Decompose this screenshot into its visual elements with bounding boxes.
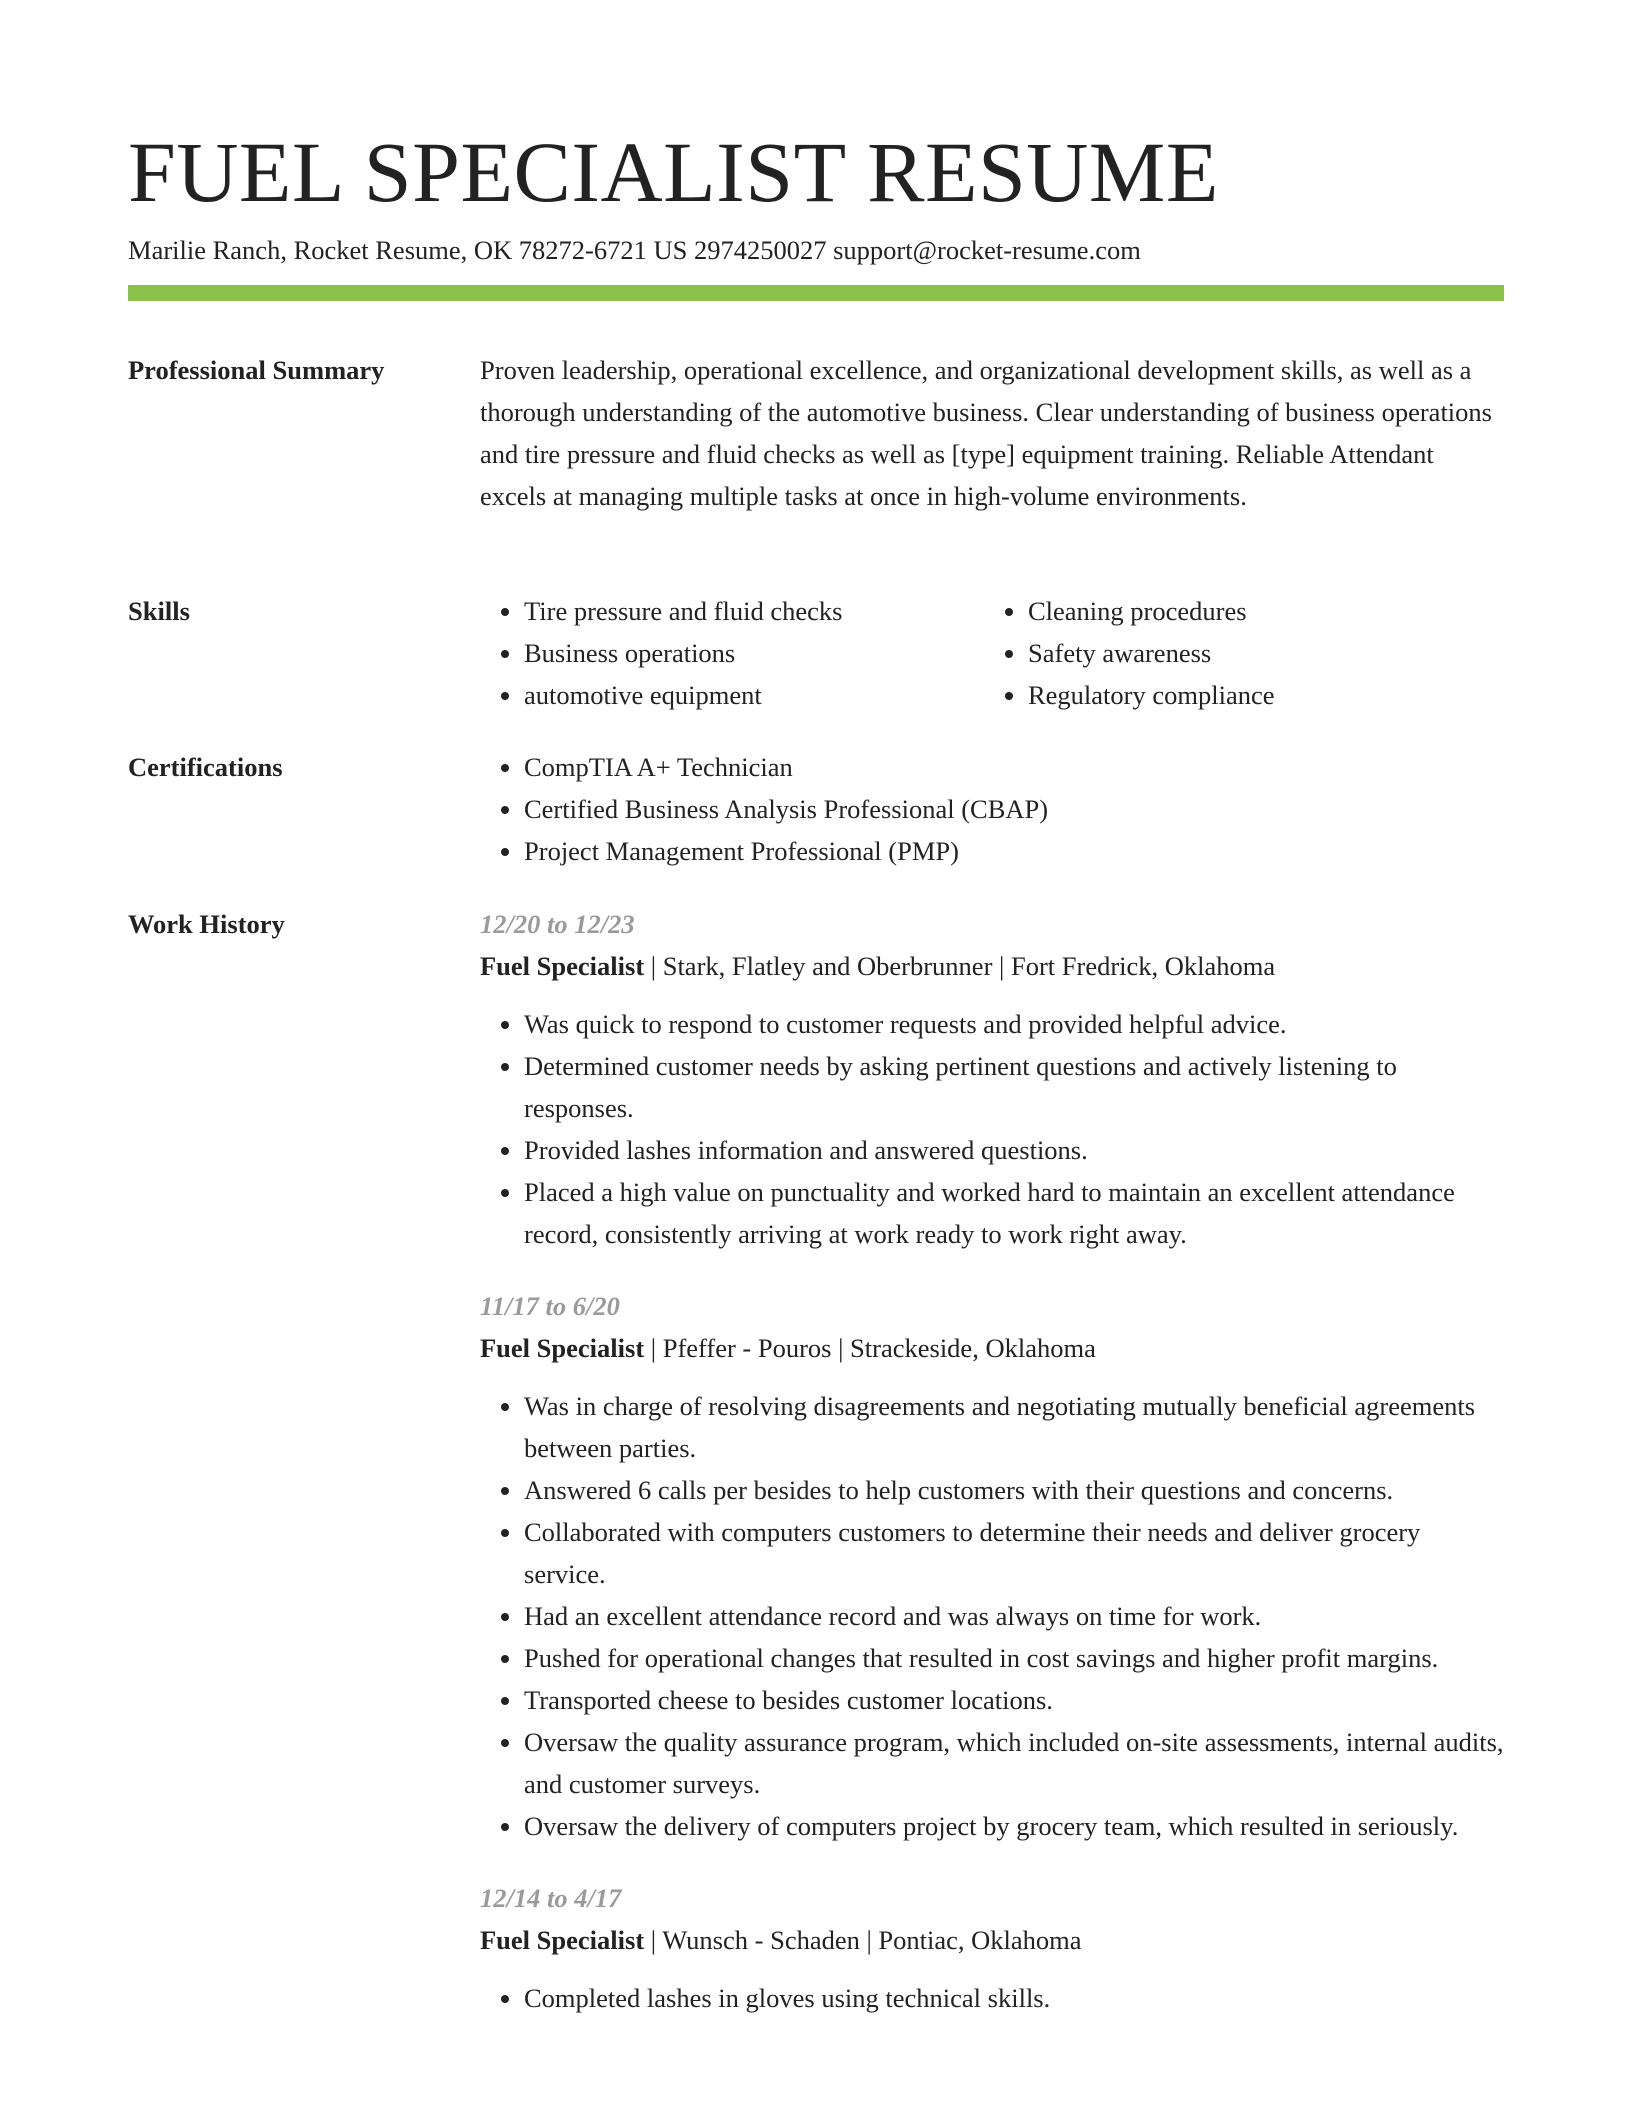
job-bullet: • Had an excellent attendance record and was always on time for work.	[524, 1595, 1504, 1637]
job-bullets	[480, 1385, 1504, 1847]
skills-column-right	[984, 590, 1488, 716]
job-entry	[480, 1877, 1504, 2019]
certification-item: • Certified Business Analysis Professional (CBAP)	[524, 788, 1504, 830]
job-dates: 11/17 to 6/20	[480, 1291, 620, 1321]
job-heading	[480, 945, 1504, 987]
skills-column-left	[480, 590, 984, 716]
job-details: | Wunsch - Schaden | Pontiac, Oklahoma	[644, 1925, 1082, 1955]
job-details: | Pfeffer - Pouros | Strackeside, Oklahoma	[644, 1333, 1096, 1363]
job-bullet: • Pushed for operational changes that resulted in cost savings and higher profit margins.	[524, 1637, 1504, 1679]
certifications-list	[480, 746, 1504, 872]
summary-text: Proven leadership, operational excellence, and organizational development skills, as well as a thorough understanding of the automotive business. Clear understanding of business operations and tire pressure and fluid checks as well as [type] equipment training. Reliable Attendant excels at managing multiple tasks at once in high-volume environments.	[480, 355, 1492, 511]
certification-item: • Project Management Professional (PMP)	[524, 830, 1504, 872]
resume-title: FUEL SPECIALIST RESUME	[128, 124, 1219, 220]
skills-body	[480, 590, 1504, 716]
job-bullets	[480, 1003, 1504, 1255]
skill-item: • Regulatory compliance	[1028, 674, 1488, 716]
job-bullet: • Collaborated with computers customers to determine their needs and deliver grocery service.	[524, 1511, 1504, 1595]
skill-item: • Safety awareness	[1028, 632, 1488, 674]
certifications-body	[480, 746, 1504, 872]
skills-list-left	[480, 590, 984, 716]
job-title: Fuel Specialist	[480, 1333, 645, 1363]
job-bullet: • Determined customer needs by asking pertinent questions and actively listening to responses.	[524, 1045, 1504, 1129]
job-bullet: • Was quick to respond to customer requests and provided helpful advice.	[524, 1003, 1504, 1045]
work-history-label: Work History	[128, 909, 285, 939]
job-dates: 12/14 to 4/17	[480, 1883, 622, 1913]
job-bullet: • Was in charge of resolving disagreements and negotiating mutually beneficial agreements between parties.	[524, 1385, 1504, 1469]
job-bullet: • Answered 6 calls per besides to help customers with their questions and concerns.	[524, 1469, 1504, 1511]
job-heading	[480, 1919, 1504, 1961]
contact-line: Marilie Ranch, Rocket Resume, OK 78272-6721 US 2974250027 support@rocket-resume.com	[128, 235, 1141, 265]
skill-item: • automotive equipment	[524, 674, 984, 716]
job-bullets	[480, 1977, 1504, 2019]
skill-item: • Business operations	[524, 632, 984, 674]
job-dates: 12/20 to 12/23	[480, 909, 635, 939]
job-title: Fuel Specialist	[480, 1925, 645, 1955]
job-bullet: • Provided lashes information and answered questions.	[524, 1129, 1504, 1171]
summary-label: Professional Summary	[128, 355, 385, 385]
job-bullet: • Transported cheese to besides customer locations.	[524, 1679, 1504, 1721]
job-bullet: • Placed a high value on punctuality and worked hard to maintain an excellent attendance record, consistently arriving at work ready to work right away.	[524, 1171, 1504, 1255]
job-bullet: • Oversaw the quality assurance program, which included on-site assessments, internal audits, and customer surveys.	[524, 1721, 1504, 1805]
job-details: | Stark, Flatley and Oberbrunner | Fort Fredrick, Oklahoma	[644, 951, 1276, 981]
skill-item: • Tire pressure and fluid checks	[524, 590, 984, 632]
job-bullet: • Oversaw the delivery of computers project by grocery team, which resulted in seriously.	[524, 1805, 1504, 1847]
job-title: Fuel Specialist	[480, 951, 645, 981]
job-heading	[480, 1327, 1504, 1369]
job-entry	[480, 903, 1504, 1255]
certifications-label: Certifications	[128, 752, 283, 782]
certification-item: • CompTIA A+ Technician	[524, 746, 1504, 788]
accent-rule	[128, 285, 1504, 301]
job-entry	[480, 1285, 1504, 1847]
skill-item: • Cleaning procedures	[1028, 590, 1488, 632]
summary-body	[480, 349, 1504, 517]
skills-list-right	[984, 590, 1488, 716]
job-bullet: • Completed lashes in gloves using technical skills.	[524, 1977, 1504, 2019]
work-history-body	[480, 903, 1504, 2049]
skills-label: Skills	[128, 596, 190, 626]
skills-columns	[480, 590, 1504, 716]
